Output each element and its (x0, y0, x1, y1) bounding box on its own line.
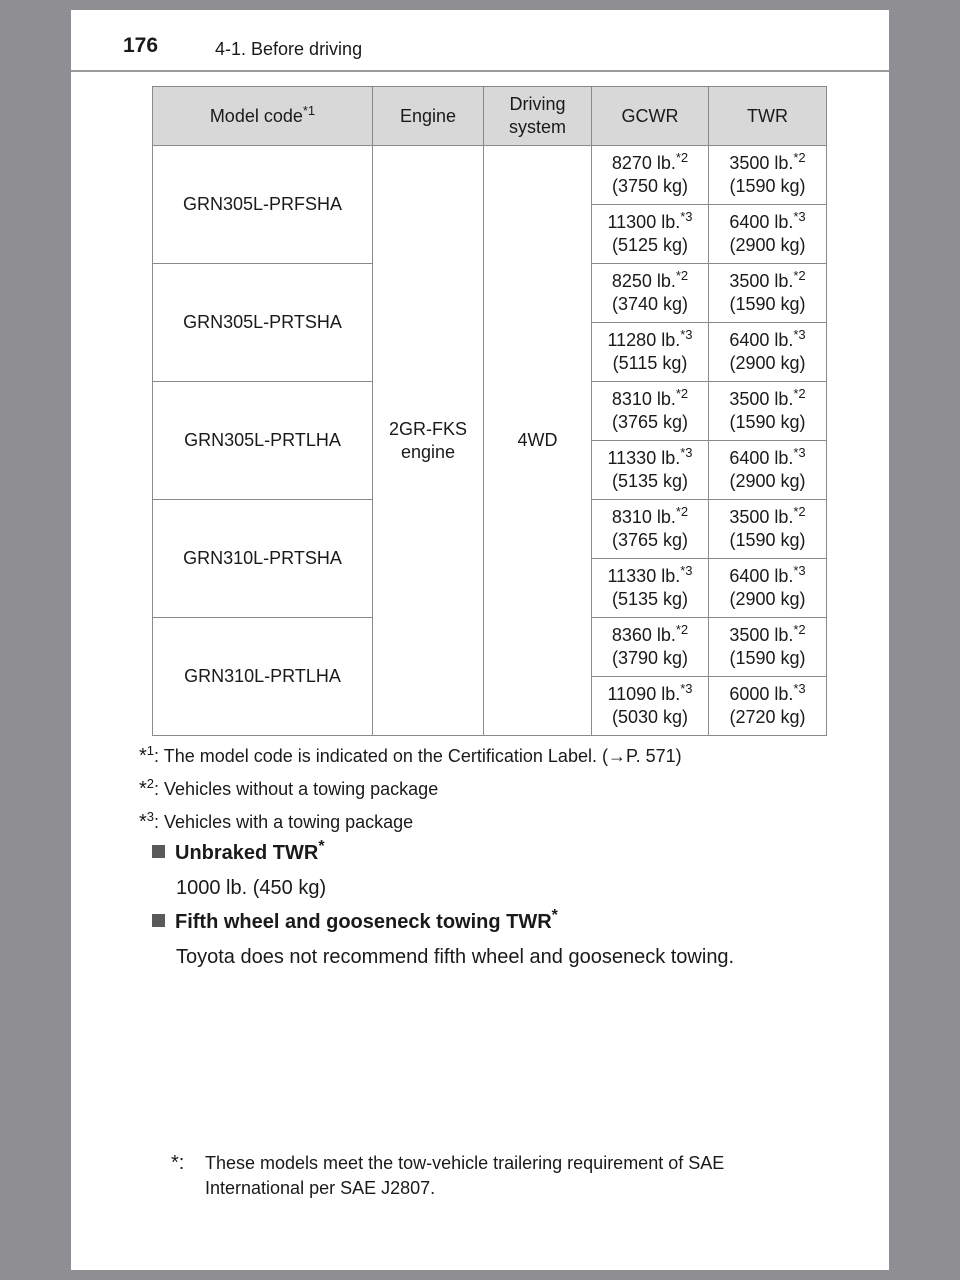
gcwr-cell: 8310 lb.$^{*2}$ (3765 kg) (592, 500, 709, 559)
note-3: *$^3$: Vehicles with a towing package (139, 809, 414, 833)
gcwr-cell: 11330 lb.$^{*3}$ (5135 kg) (592, 441, 709, 500)
twr-cell: 6000 lb.$^{*3}$ (2720 kg) (709, 677, 827, 736)
gcwr-cell: 11300 lb.$^{*3}$ (5125 kg) (592, 205, 709, 264)
header-engine: Engine (373, 87, 484, 146)
square-bullet-icon (152, 914, 165, 927)
header-model-code: Model code$^{*1}$ (153, 87, 373, 146)
gcwr-cell: 8360 lb.$^{*2}$ (3790 kg) (592, 618, 709, 677)
twr-cell: 6400 lb.$^{*3}$ (2900 kg) (709, 559, 827, 618)
square-bullet-icon (152, 845, 165, 858)
unbraked-twr-heading: Unbraked TWR* (152, 842, 325, 865)
note-1: *$^1$: The model code is indicated on the Certification Label. (→P. 571) (139, 743, 682, 767)
manual-page (71, 10, 889, 1270)
twr-cell: 3500 lb.$^{*2}$ (1590 kg) (709, 382, 827, 441)
model-code-cell: GRN305L-PRTLHA (153, 382, 373, 500)
twr-cell: 6400 lb.$^{*3}$ (2900 kg) (709, 323, 827, 382)
page-footnote (171, 1151, 805, 1201)
footnote-text: These models meet the tow-vehicle trailering requirement of SAE International per SAE J2807. (205, 1153, 725, 1198)
model-code-cell: GRN305L-PRTSHA (153, 264, 373, 382)
twr-cell: 3500 lb.$^{*2}$ (1590 kg) (709, 618, 827, 677)
header-gcwr: GCWR (592, 87, 709, 146)
towing-capacity-table (152, 86, 827, 736)
gcwr-cell: 8250 lb.$^{*2}$ (3740 kg) (592, 264, 709, 323)
header-twr: TWR (709, 87, 827, 146)
twr-cell: 6400 lb.$^{*3}$ (2900 kg) (709, 441, 827, 500)
header-driving-system: Driving system (484, 87, 592, 146)
footnote-mark: *: (171, 1152, 185, 1174)
fifth-wheel-heading: Fifth wheel and gooseneck towing TWR* (152, 911, 558, 934)
fifth-wheel-text: Toyota does not recommend fifth wheel and gooseneck towing. (176, 946, 735, 968)
gcwr-cell: 8310 lb.$^{*2}$ (3765 kg) (592, 382, 709, 441)
driving-system-cell: 4WD (484, 146, 592, 736)
twr-cell: 6400 lb.$^{*3}$ (2900 kg) (709, 205, 827, 264)
model-code-cell: GRN310L-PRTLHA (153, 618, 373, 736)
section-title: 4-1. Before driving (215, 39, 363, 59)
gcwr-cell: 11090 lb.$^{*3}$ (5030 kg) (592, 677, 709, 736)
table-notes (139, 740, 682, 839)
table-header-row (153, 87, 827, 146)
model-code-cell: GRN310L-PRTSHA (153, 500, 373, 618)
page-header (71, 10, 889, 72)
model-code-cell: GRN305L-PRFSHA (153, 146, 373, 264)
page-number: 176 (123, 34, 159, 57)
gcwr-cell: 11330 lb.$^{*3}$ (5135 kg) (592, 559, 709, 618)
twr-cell: 3500 lb.$^{*2}$ (1590 kg) (709, 264, 827, 323)
twr-cell: 3500 lb.$^{*2}$ (1590 kg) (709, 146, 827, 205)
note-2: *$^2$: Vehicles without a towing package (139, 776, 439, 800)
twr-cell: 3500 lb.$^{*2}$ (1590 kg) (709, 500, 827, 559)
gcwr-cell: 11280 lb.$^{*3}$ (5115 kg) (592, 323, 709, 382)
engine-cell: 2GR-FKS engine (373, 146, 484, 736)
unbraked-twr-value: 1000 lb. (450 kg) (176, 877, 327, 899)
table-row (153, 146, 827, 205)
gcwr-cell: 8270 lb.$^{*2}$ (3750 kg) (592, 146, 709, 205)
